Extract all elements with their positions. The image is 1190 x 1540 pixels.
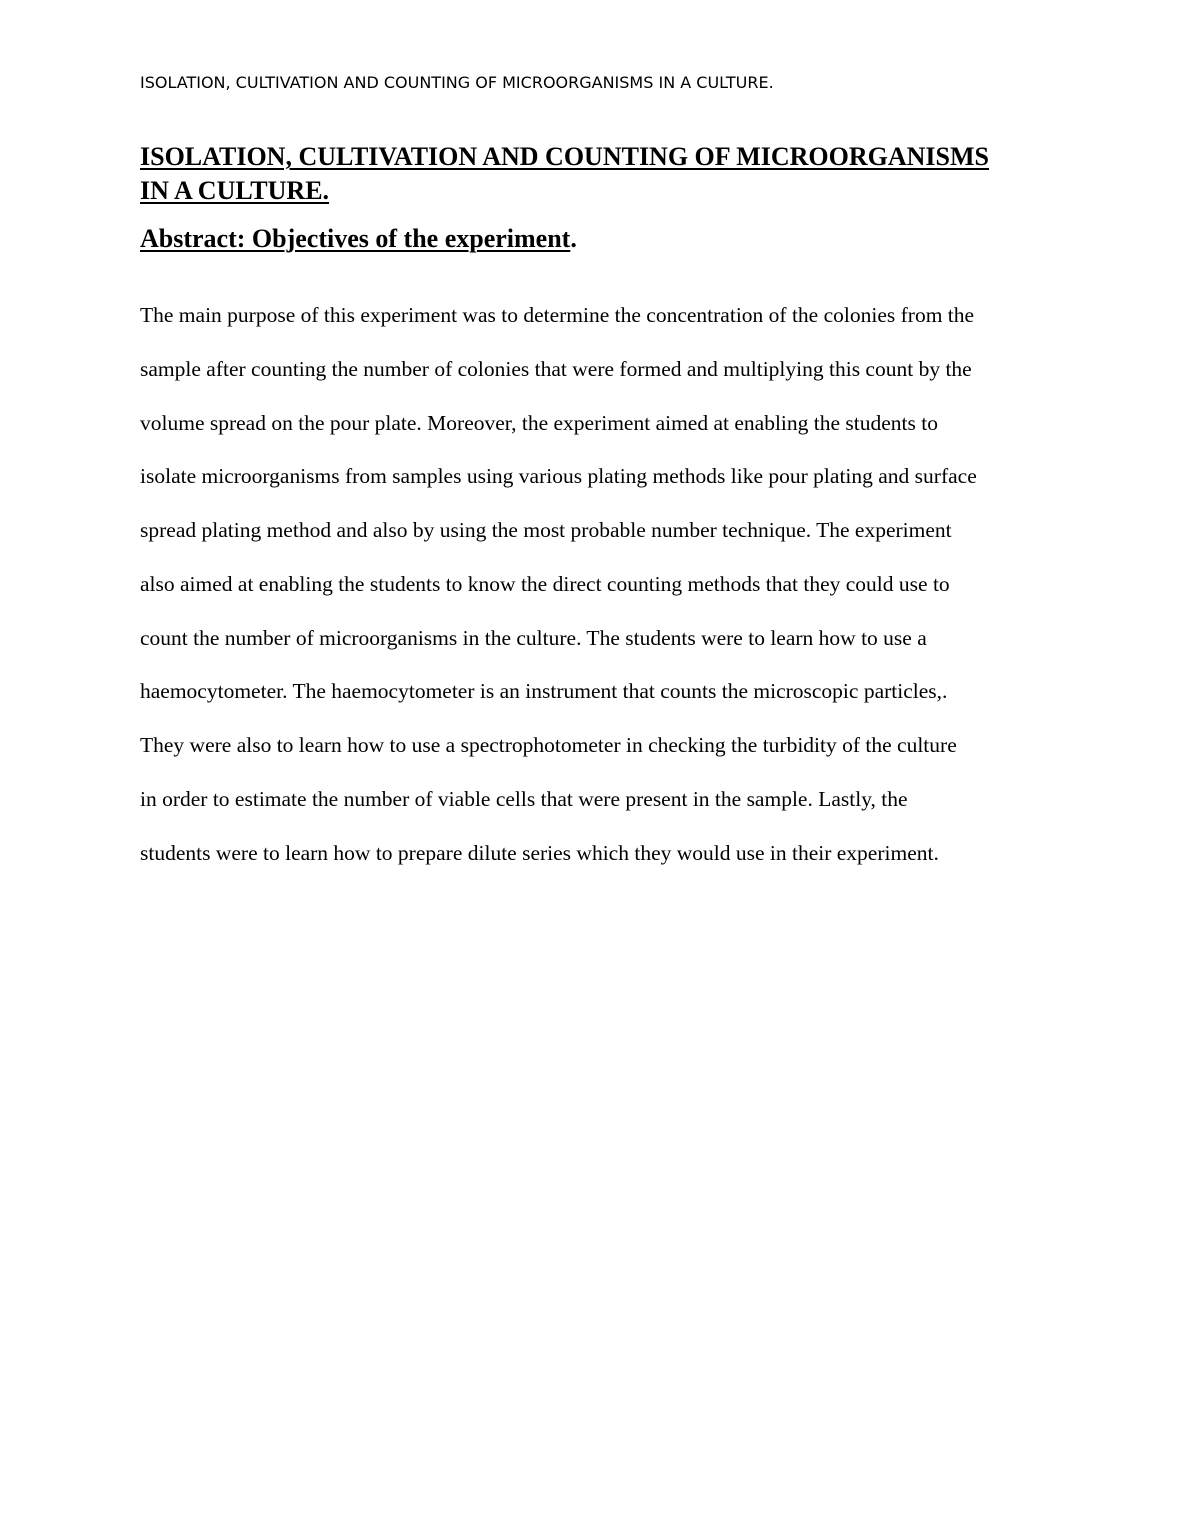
paragraph-line: count the number of microorganisms in the culture. The students were to learn how to use a	[140, 625, 927, 650]
paragraph-line: sample after counting the number of colonies that were formed and multiplying this count by the	[140, 356, 972, 381]
paragraph-line: The main purpose of this experiment was to determine the concentration of the colonies from the	[140, 303, 975, 327]
paragraph-line: in order to estimate the number of viable cells that were present in the sample. Lastly, the	[140, 786, 908, 811]
document-title-line: ISOLATION, CULTIVATION AND COUNTING OF MICROORGANISMS	[140, 142, 989, 171]
document-title-line: IN A CULTURE.	[140, 176, 330, 205]
paragraph-line: students were to learn how to prepare dilute series which they would use in their experiment.	[140, 840, 939, 865]
paragraph-line: isolate microorganisms from samples using various plating methods like pour plating and surface	[140, 464, 977, 489]
paragraph-line: also aimed at enabling the students to know the direct counting methods that they could use to	[140, 571, 950, 596]
abstract-heading-text: Abstract: Objectives of the experiment	[140, 224, 571, 253]
paragraph-line: They were also to learn how to use a spectrophotometer in checking the turbidity of the culture	[140, 733, 957, 757]
paragraph-line: volume spread on the pour plate. Moreover, the experiment aimed at enabling the students to	[140, 410, 938, 435]
abstract-heading	[140, 222, 1055, 256]
document-title	[140, 140, 1055, 208]
abstract-paragraph	[140, 296, 1055, 887]
running-header: ISOLATION, CULTIVATION AND COUNTING OF MICROORGANISMS IN A CULTURE.	[140, 73, 774, 92]
abstract-heading-suffix: .	[570, 224, 577, 253]
paragraph-line: spread plating method and also by using the most probable number technique. The experiment	[140, 518, 952, 542]
paragraph-line: haemocytometer. The haemocytometer is an instrument that counts the microscopic particles,.	[140, 679, 948, 704]
